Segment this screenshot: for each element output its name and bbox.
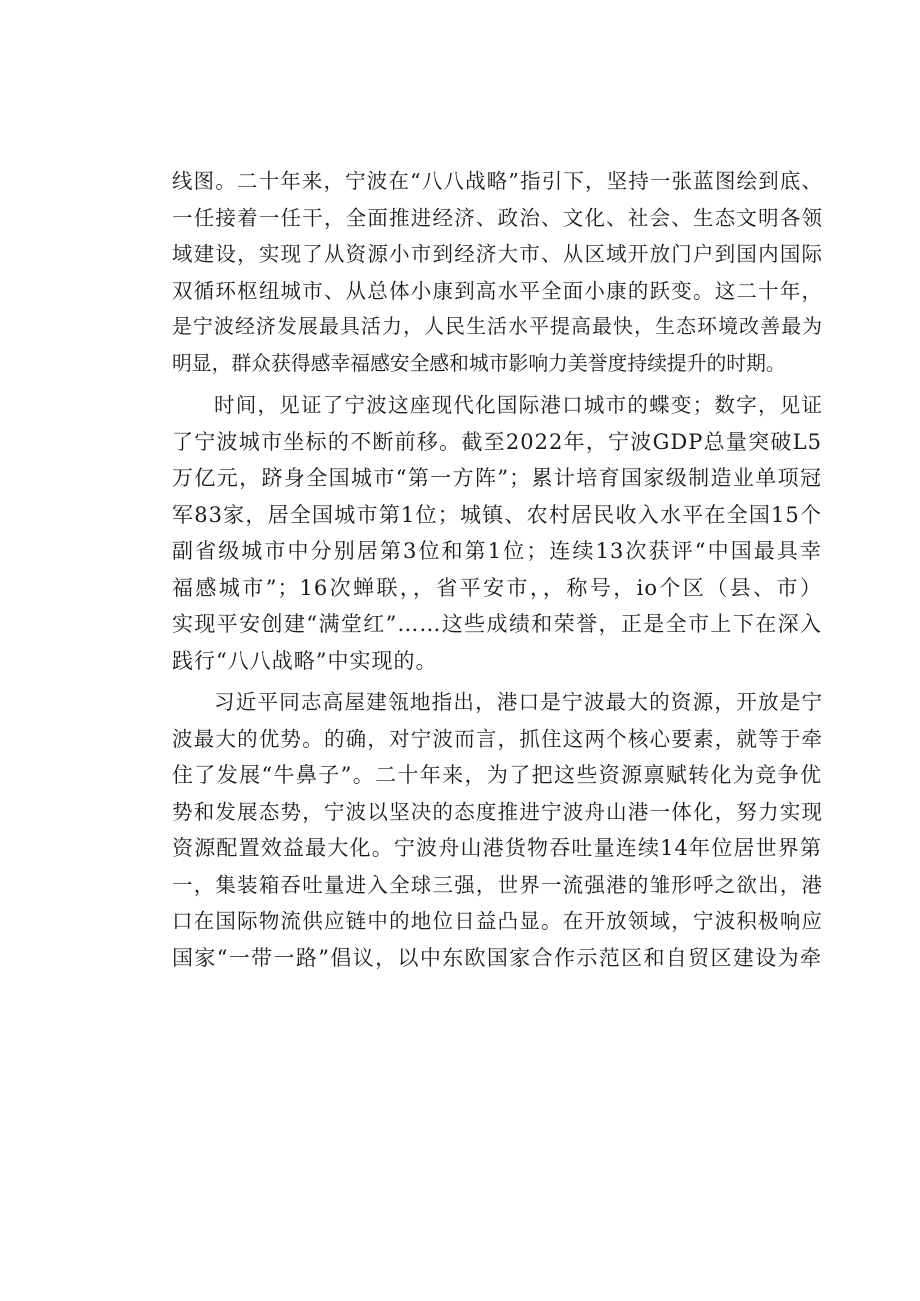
paragraph-1 <box>172 163 822 382</box>
text-line: 住了发展“牛鼻子”。二十年来，为了把这些资源禀赋转化为竞争优 <box>172 763 822 787</box>
text-line: 副省级城市中分别居第3位和第1位；连续13次获评“中国最具幸 <box>172 539 822 563</box>
text-line: 国家“一带一路”倡议，以中东欧国家合作示范区和自贸区建设为牵 <box>172 945 822 970</box>
body-text <box>172 163 822 976</box>
text-line: 福感城市”；16次蝉联，，省平安市，，称号，io个区（县、市） <box>172 575 822 600</box>
paragraph-2 <box>172 387 822 679</box>
text-line: 是宁波经济发展最具活力，人民生活水平提高最快，生态环境改善最为 <box>172 315 822 338</box>
text-line: 线图。二十年来，宁波在“八八战略”指引下，坚持一张蓝图绘到底、 <box>172 169 822 193</box>
text-line: 口在国际物流供应链中的地位日益凸显。在开放领域，宁波积极响应 <box>172 909 822 933</box>
text-line: 万亿元，跻身全国城市“第一方阵”；累计培育国家级制造业单项冠 <box>172 466 822 490</box>
text-line: 明显，群众获得感幸福感安全感和城市影响力美誉度持续提升的时期。 <box>172 351 786 375</box>
text-line: 双循环枢纽城市、从总体小康到高水平全面小康的跃变。这二十年， <box>172 278 822 303</box>
text-line: 了宁波城市坐标的不断前移。截至2022年，宁波GDP总量突破L5 <box>172 429 822 454</box>
text-line: 实现平安创建“满堂红”……这些成绩和荣誉，正是全市上下在深入 <box>172 612 822 636</box>
text-line: 域建设，实现了从资源小市到经济大市、从区域开放门户到国内国际 <box>172 242 822 266</box>
text-line: 一，集装箱吞吐量进入全球三强，世界一流强港的雏形呼之欲出，港 <box>172 872 822 897</box>
text-line: 一任接着一任干，全面推进经济、政治、文化、社会、生态文明各领 <box>172 205 822 230</box>
text-line: 习近平同志高屋建瓴地指出，港口是宁波最大的资源，开放是宁 <box>214 690 822 714</box>
paragraph-3 <box>172 684 822 976</box>
text-line: 势和发展态势，宁波以坚决的态度推进宁波舟山港一体化，努力实现 <box>172 799 822 824</box>
text-line: 践行“八八战略”中实现的。 <box>172 648 438 673</box>
text-line: 军83家，居全国城市第1位；城镇、农村居民收入水平在全国15个 <box>172 502 822 527</box>
text-line: 时间，见证了宁波这座现代化国际港口城市的蝶变；数字，见证 <box>214 393 822 417</box>
text-line: 资源配置效益最大化。宁波舟山港货物吞吐量连续14年位居世界第 <box>172 836 822 860</box>
text-line: 波最大的优势。的确，对宁波而言，抓住这两个核心要素，就等于牵 <box>172 726 822 751</box>
